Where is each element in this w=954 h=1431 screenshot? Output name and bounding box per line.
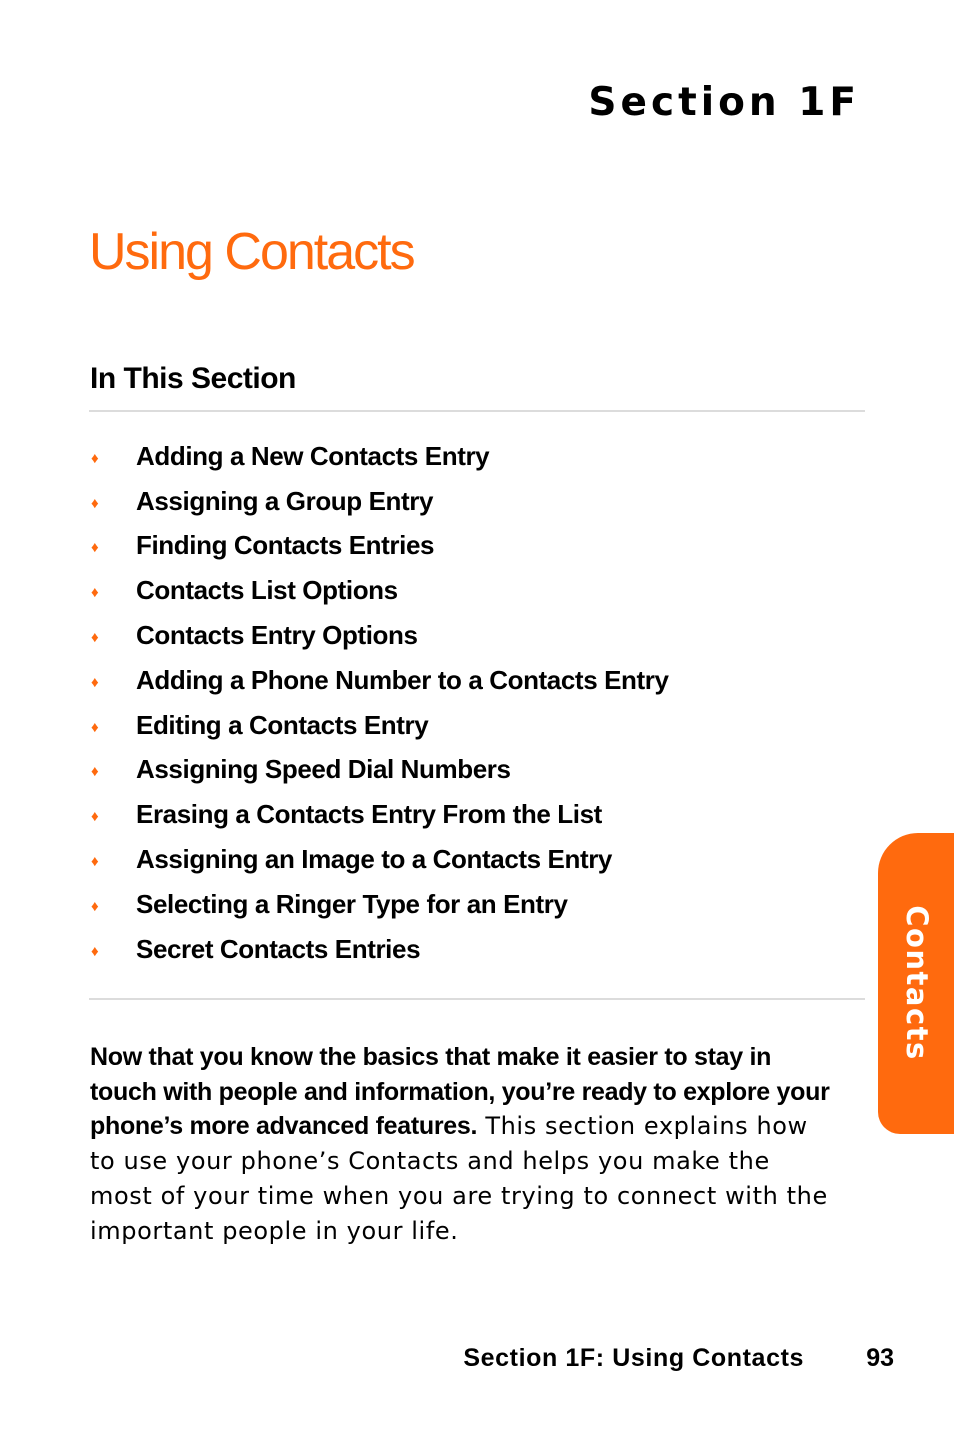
toc-item-label: Secret Contacts Entries	[136, 933, 421, 964]
diamond-bullet-icon: ♦	[91, 763, 99, 781]
intro-body-text: This section explains how to use your phone’s Contacts and helps you make the most of your time when you are trying to connect with the important people in your life.	[90, 1112, 828, 1245]
diamond-bullet-icon: ♦	[91, 897, 99, 915]
toc-item-label: Finding Contacts Entries	[136, 530, 435, 561]
toc-item[interactable]	[89, 703, 669, 748]
toc-item-label: Contacts List Options	[136, 575, 398, 606]
toc-list	[89, 434, 669, 972]
diamond-bullet-icon: ♦	[91, 853, 99, 871]
toc-item-label: Contacts Entry Options	[136, 620, 418, 651]
toc-heading: In This Section	[90, 362, 296, 395]
toc-item[interactable]	[89, 792, 669, 837]
toc-item-label: Selecting a Ringer Type for an Entry	[136, 888, 568, 919]
diamond-bullet-icon: ♦	[91, 494, 99, 512]
toc-item[interactable]	[89, 748, 669, 793]
side-tab-label: Contacts	[900, 905, 934, 1061]
toc-item[interactable]	[89, 837, 669, 882]
page-title: Using Contacts	[89, 223, 414, 281]
diamond-bullet-icon: ♦	[91, 942, 99, 960]
toc-item-label: Assigning Speed Dial Numbers	[136, 754, 511, 785]
toc-item[interactable]	[89, 434, 669, 479]
toc-item[interactable]	[89, 524, 669, 569]
diamond-bullet-icon: ♦	[91, 718, 99, 736]
toc-item[interactable]	[89, 479, 669, 524]
toc-item[interactable]	[89, 568, 669, 613]
toc-item-label: Assigning an Image to a Contacts Entry	[136, 844, 612, 875]
page-number: 93	[866, 1344, 894, 1372]
intro-lead-text: Now that you know the basics that make it easier to stay in touch with people and information, you’re ready to explore your phone’s more advanced features.	[90, 1043, 830, 1141]
diamond-bullet-icon: ♦	[91, 539, 99, 557]
diamond-bullet-icon: ♦	[91, 629, 99, 647]
toc-top-divider	[89, 410, 865, 412]
diamond-bullet-icon: ♦	[91, 584, 99, 602]
toc-bottom-divider	[89, 998, 865, 1000]
toc-item-label: Assigning a Group Entry	[136, 485, 434, 516]
toc-item[interactable]	[89, 613, 669, 658]
toc-item[interactable]	[89, 658, 669, 703]
toc-item-label: Erasing a Contacts Entry From the List	[136, 799, 602, 830]
section-label: Section 1F	[588, 80, 860, 125]
toc-item[interactable]	[89, 882, 669, 927]
toc-item[interactable]	[89, 927, 669, 972]
toc-item-label: Adding a New Contacts Entry	[136, 440, 490, 471]
diamond-bullet-icon: ♦	[91, 808, 99, 826]
footer-section-title: Section 1F: Using Contacts	[463, 1344, 804, 1372]
diamond-bullet-icon: ♦	[91, 673, 99, 691]
toc-item-label: Adding a Phone Number to a Contacts Entry	[136, 664, 669, 695]
intro-paragraph	[90, 1040, 835, 1248]
diamond-bullet-icon: ♦	[91, 449, 99, 467]
toc-item-label: Editing a Contacts Entry	[136, 709, 429, 740]
